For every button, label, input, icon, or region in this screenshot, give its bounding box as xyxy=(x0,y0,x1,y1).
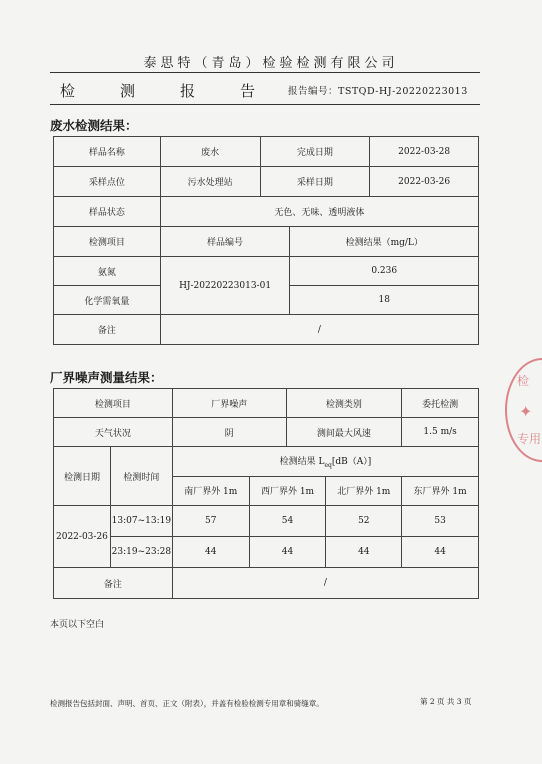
sampling-date-label: 采样日期 xyxy=(260,167,370,197)
table-row xyxy=(54,418,479,447)
report-number: 报告编号：TSTQD-HJ-20220223013 xyxy=(288,86,468,97)
seal-text-top: 检 xyxy=(517,374,530,388)
table-row xyxy=(54,227,479,257)
report-title-char-1: 检 xyxy=(60,82,76,100)
official-seal xyxy=(505,358,542,462)
noise-result-header xyxy=(172,447,478,477)
wind-value: 1.5 m/s xyxy=(402,418,479,447)
position-west: 西厂界外 1m xyxy=(249,476,326,506)
date-header: 检测日期 xyxy=(54,447,111,506)
table-row xyxy=(54,447,479,477)
table-row xyxy=(54,315,479,345)
sampling-point-label: 采样点位 xyxy=(54,167,161,197)
noise-date-value: 2022-03-26 xyxy=(54,506,111,568)
weather-value: 阴 xyxy=(172,418,286,447)
result-cod: 18 xyxy=(290,286,479,315)
noise-item-label: 检测项目 xyxy=(54,389,173,418)
test-result-header: 检测结果（mg/L） xyxy=(290,227,479,257)
sample-name-value: 废水 xyxy=(160,137,260,167)
test-item-cod: 化学需氧量 xyxy=(54,286,161,315)
sampling-date-value: 2022-03-26 xyxy=(370,167,479,197)
table-row xyxy=(54,537,479,568)
noise-remark-label: 备注 xyxy=(54,568,173,599)
position-north: 北厂界外 1m xyxy=(326,476,402,506)
sampling-point-value: 污水处理站 xyxy=(160,167,260,197)
table-row xyxy=(54,568,479,599)
night-north: 44 xyxy=(326,537,402,568)
sample-state-label: 样品状态 xyxy=(54,197,161,227)
noise-item-value: 厂界噪声 xyxy=(172,389,286,418)
completion-date-label: 完成日期 xyxy=(260,137,370,167)
header-rule-top xyxy=(50,72,480,73)
table-row xyxy=(54,389,479,418)
completion-date-value: 2022-03-28 xyxy=(370,137,479,167)
night-west: 44 xyxy=(249,537,326,568)
page-number: 第 2 页 共 3 页 xyxy=(420,697,472,706)
sample-name-label: 样品名称 xyxy=(54,137,161,167)
seal-text-bottom: 专用 xyxy=(517,432,542,446)
table-row xyxy=(54,197,479,227)
test-item-header: 检测项目 xyxy=(54,227,161,257)
time-night: 23:19~23:28 xyxy=(110,537,172,568)
table-row xyxy=(54,137,479,167)
day-west: 54 xyxy=(249,506,326,537)
noise-type-label: 检测类别 xyxy=(286,389,402,418)
header-rule-bottom xyxy=(50,104,480,105)
noise-table xyxy=(53,388,479,599)
noise-type-value: 委托检测 xyxy=(402,389,479,418)
wastewater-table xyxy=(53,136,479,345)
result-header-prefix: 检测结果 L xyxy=(279,456,325,467)
day-east: 53 xyxy=(402,506,479,537)
sample-state-value: 无色、无味、透明液体 xyxy=(160,197,478,227)
remark-label: 备注 xyxy=(54,315,161,345)
report-title-char-4: 告 xyxy=(240,82,256,100)
time-day: 13:07~13:19 xyxy=(110,506,172,537)
table-row xyxy=(54,506,479,537)
day-north: 52 xyxy=(326,506,402,537)
footer-note: 检测报告包括封面、声明、首页、正文（附表），并盖有检验检测专用章和骑缝章。 xyxy=(50,699,324,708)
weather-label: 天气状况 xyxy=(54,418,173,447)
report-title-char-2: 测 xyxy=(120,82,136,100)
result-header-suffix: [dB（A）] xyxy=(331,456,372,467)
remark-value: / xyxy=(160,315,478,345)
test-item-ammonia: 氨氮 xyxy=(54,257,161,286)
night-south: 44 xyxy=(172,537,249,568)
table-row xyxy=(54,167,479,197)
sample-number-value: HJ-20220223013-01 xyxy=(160,257,290,315)
night-east: 44 xyxy=(402,537,479,568)
report-title-char-3: 报 xyxy=(180,82,196,100)
company-name: 泰思特（青岛）检验检测有限公司 xyxy=(143,56,399,71)
seal-star-icon: ✦ xyxy=(519,402,533,421)
position-east: 东厂界外 1m xyxy=(402,476,479,506)
wind-label: 测间最大风速 xyxy=(286,418,402,447)
wastewater-section-title: 废水检测结果： xyxy=(50,118,138,133)
time-header: 检测时间 xyxy=(110,447,172,506)
result-ammonia: 0.236 xyxy=(290,257,479,286)
result-header-sub: eq xyxy=(324,461,332,469)
noise-remark-value: / xyxy=(172,568,478,599)
noise-section-title: 厂界噪声测量结果： xyxy=(50,370,163,385)
sample-number-header: 样品编号 xyxy=(160,227,290,257)
position-south: 南厂界外 1m xyxy=(172,476,249,506)
table-row xyxy=(54,257,479,286)
day-south: 57 xyxy=(172,506,249,537)
blank-below-note: 本页以下空白 xyxy=(50,620,105,630)
report-title-row xyxy=(58,80,488,100)
